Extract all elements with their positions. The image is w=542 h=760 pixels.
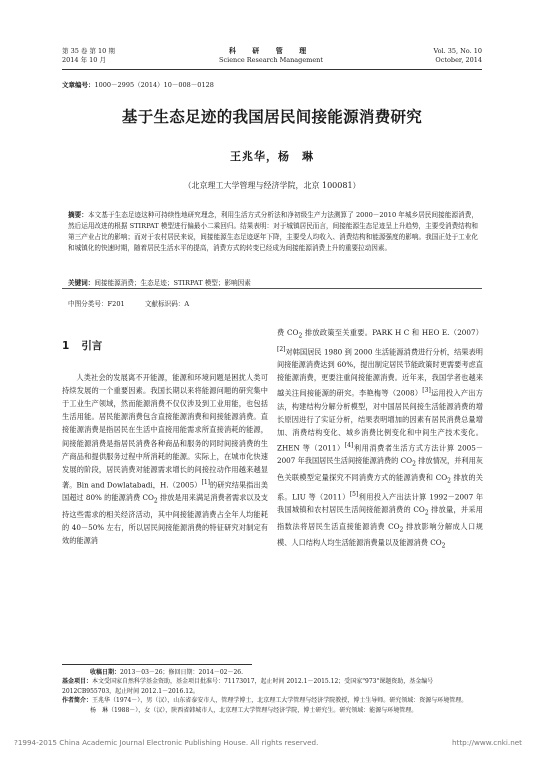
footnote-fund: 基金项目：本文受国家自然科学基金资助，基金项目批准号：71173017，起止时间 2012.1－2015.12；受国家"973"课题资助，基金编号 2012CB955703，起止时间 2012.1－2016.12。	[62, 678, 434, 695]
document-code: 文献标识码：A	[144, 300, 190, 308]
right-paragraph: 费 $CO_2$ 排放政策至关重要。PARK H C 和 HEO E.（2007）[2]对韩国居民 1980 到 2000 生活能源消费进行分析，结果表明间接能源消费达到 60%，提出制定居民节能政策时更需要考虑直接能源消费，更要注重间接能源消费。近年来，我国学者也越来越关注间接能源的研究。李艳梅等（2008）[3]运用投入产出方法，构建结构分解分析模型，对中国居民间接生活能源消费的增长原因进行了实证分析，结果表明增加的因素有居民消费总量增加、消费结构变化、城乡消费比例变化和中间生产技术变化。ZHEN 等（2011）[4]利用消费者生活方式方法计算 2005－2007 年我国居民生活间接能源消费的 $CO_2$ 排放情况，并利用灰色关联模型定量探究不同消费方式的能源消费和 $CO_2$ 排放的关系。LIU 等（2011）[5]利用投入产出法计算 1992－2007 年我国城镇和农村居民生活间接能源消费的 $CO_2$ 排放量，并采用指数法将居民生活直接能源消费 $CO_2$ 排放影响分解成人口规模、人口结构人均生活能源消费量以及能源消费 $CO_2$	[277, 328, 484, 550]
article-number-label: 文章编号：	[62, 81, 95, 89]
paper-authors: 王兆华，杨 琳	[230, 150, 314, 163]
journal-volume-info	[62, 47, 182, 65]
keywords	[68, 277, 478, 287]
footnote-author: 作者简介：王兆华（1974－），男（汉），山东省泰安市人，管理学博士，北京理工大学管理与经济学院教授，博士生导师。研究领域：资源与环境管理。	[62, 697, 468, 705]
classification	[68, 298, 478, 308]
journal-name-cn: 科 研 管 理	[228, 47, 314, 55]
footnote-author2: 杨 琳（1988－），女（汉），陕西省韩城市人，北京理工大学管理与经济学院，博士研究生。研究领域：能源与环境管理。	[90, 706, 418, 714]
citation: [5]	[349, 490, 359, 498]
keywords-label: 关键词：	[68, 279, 95, 287]
abstract-divider	[62, 288, 482, 289]
journal-name-en: Science Research Management	[219, 56, 323, 64]
footnotes	[62, 668, 482, 715]
author-affiliation: （北京理工大学管理与经济学院，北京 100081）	[183, 181, 361, 190]
issue-date: 2014 年 10 月	[62, 56, 107, 64]
footnote-divider	[62, 664, 252, 665]
abstract	[68, 210, 478, 254]
clc-number: 中图分类号：F201	[68, 300, 125, 308]
section-number: 1	[62, 340, 70, 352]
issue-date-en: October, 2014	[435, 56, 482, 64]
citation: [3]	[422, 387, 431, 395]
citation: [2]	[277, 345, 286, 353]
intro-paragraph: 人类社会的发展离不开能源，能源和环境问题是困扰人类可持续发展的一个重要因素。我国长期以来将能源问题的研究集中于工业生产领域，然而能源消费不仅仅涉及到工业用能，也包括生活用能。居民能源消费包含直接能源消费和间接能源消费。直接能源消费是指居民在生活中直接用能需求所直接消耗的能源，间接能源消费是指居民消费各种商品和服务的同时间接消费的生产商品和提供服务过程中所消耗的能源。实际上，在城市化快速发展的阶段，居民消费对能源需求增长的间接拉动作用越来越显著。Bin and Dowlatabadi，H.（2005）[1]的研究结果指出美国超过 80% 的能源消费 $CO_2$ 排放是用来满足消费者需求以及支持这些需求的相关经济活动，其中间接能源消费占全年人均能耗的 40－50% 左右，所以居民间接能源消费的特征研究对制定有效的能源消	[62, 373, 268, 546]
journal-name	[180, 47, 362, 65]
citation: [1]	[201, 478, 210, 486]
keywords-text: 间接能源消费；生态足迹；STIRPAT 模型；影响因素	[94, 279, 251, 287]
source-url: http://www.cnki.net	[451, 738, 522, 747]
article-number-value: 1000－2995（2014）10－008－0128	[94, 81, 214, 89]
section-heading	[62, 340, 268, 353]
volume-issue-en: Vol. 35, No. 10	[433, 47, 482, 55]
section-title: 引言	[81, 340, 103, 352]
abstract-label: 摘要：	[68, 211, 88, 219]
footnote-received: 收稿日期：2013－03－26；修回日期：2014－02－26.	[90, 669, 244, 676]
article-number	[62, 80, 214, 89]
body-right-column	[277, 326, 483, 553]
copyright-notice: ?1994-2015 China Academic Journal Electronic Publishing House. All rights reserved.	[14, 738, 319, 747]
paper-title: 基于生态足迹的我国居民间接能源消费研究	[121, 108, 423, 126]
header-divider	[62, 69, 482, 70]
body-left-column	[62, 326, 268, 547]
abstract-text: 本文基于生态足迹这种可持续性地研究理念，利用生活方式分析法和净初级生产力法测算了 2000－2010 年城乡居民间接能源消费，然后运用改进的根据 STIRPAT 模型进行偏最小二乘回归。结果表明：对于城镇居民而言，间接能源生态足迹呈上升趋势，主要受消费结构和第三产业占比的影响；而对于农村居民来说，间接能源生态足迹逐年下降，主要受人均收入、消费结构和能源强度的影响。我国正处于工业化和城镇化的快速时期，随着居民生活水平的提高，消费方式的转变已经成为间接能源消费上升的重要拉动因素。	[68, 211, 478, 252]
citation: [4]	[344, 441, 354, 449]
journal-volume-info-en	[380, 47, 482, 65]
volume-issue: 第 35 卷 第 10 期	[62, 47, 115, 55]
